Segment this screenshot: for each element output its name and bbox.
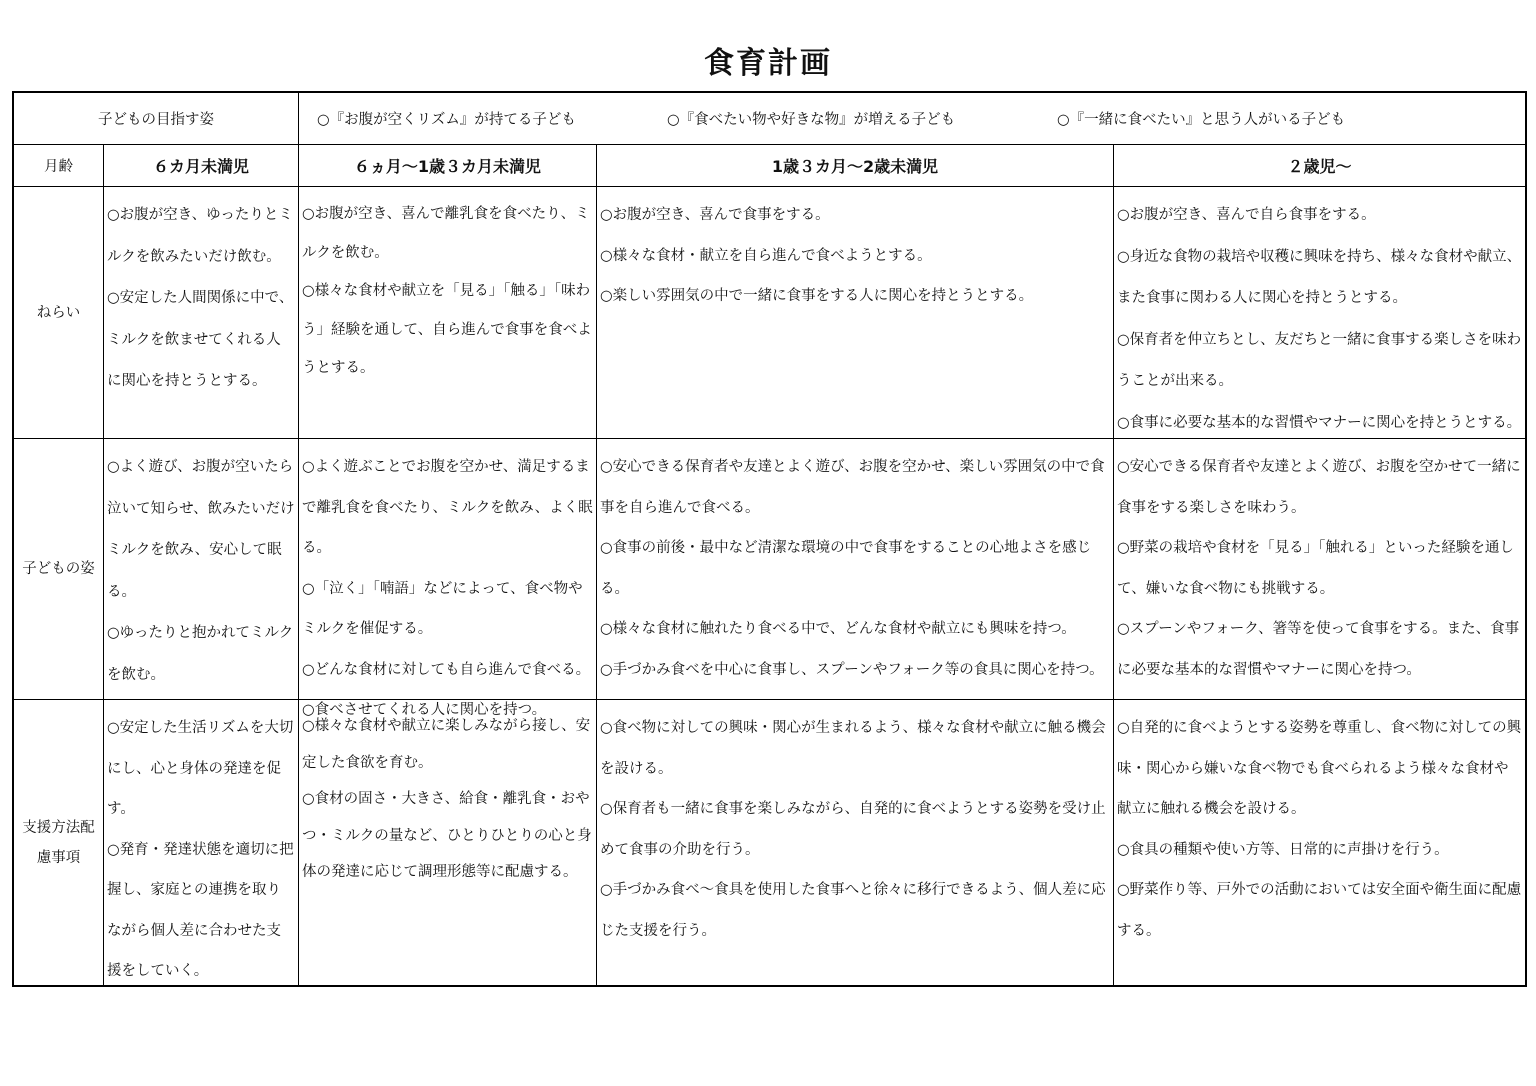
- aims-cell-under6m: [104, 187, 299, 439]
- age-header-2y-plus: ２歳児～: [1114, 145, 1525, 187]
- cell-item: ○安定した人間関係に中で、ミルクを飲ませてくれる人に関心を持とうとする。: [107, 290, 294, 389]
- cell-item: ○ゆったりと抱かれてミルクを飲む。: [107, 625, 294, 683]
- cell-item: ○発育・発達状態を適切に把握し、家庭との連携を取りながら個人差に合わせた支援をしていく。: [107, 841, 294, 979]
- age-header-under6m: ６カ月未満児: [104, 145, 299, 187]
- cell-item: ○様々な食材・献立を自ら進んで食べようとする。: [600, 247, 932, 264]
- age-header-15m-2y: 1歳３カ月～2歳未満児: [597, 145, 1114, 187]
- support-cell-15m-2y: [597, 700, 1114, 985]
- cell-item: ○食事の前後・最中など清潔な環境の中で食事をすることの心地よさを感じる。: [600, 540, 1092, 597]
- goal-item: ○『食べたい物や好きな物』が増える子ども: [667, 112, 956, 128]
- cell-item: ○よく遊び、お腹が空いたら泣いて知らせ、飲みたいだけミルクを飲み、安心して眠る。: [107, 459, 295, 600]
- cell-item: ○安定した生活リズムを大切にし、心と身体の発達を促す。: [107, 720, 294, 817]
- aims-cell-15m-2y: [597, 187, 1114, 439]
- cell-item: ○自発的に食べようとする姿勢を尊重し、食べ物に対しての興味・関心から嫌いな食べ物でも食べられるよう様々な食材や献立に触れる機会を設ける。: [1117, 720, 1522, 817]
- cell-item: ○楽しい雰囲気の中で一緒に食事をする人に関心を持とうとする。: [600, 288, 1034, 304]
- cell-item: ○お腹が空き、喜んで食事をする。: [600, 207, 830, 223]
- support-cell-6m-15m: [299, 700, 597, 985]
- row-label-support: 支援方法配慮事項: [14, 700, 104, 985]
- food-education-table: [12, 91, 1527, 987]
- cell-item: ○手づかみ食べを中心に食事し、スプーンやフォーク等の食具に関心を持つ。: [600, 661, 1104, 678]
- cell-item: ○野菜の栽培や食材を「見る」「触れる」といった経験を通して、嫌いな食べ物にも挑戦する。: [1117, 540, 1514, 597]
- aims-cell-6m-15m: [299, 187, 597, 439]
- cell-item: ○手づかみ食べ～食具を使用した食事へと徐々に移行できるよう、個人差に応じた支援を行う。: [600, 882, 1106, 939]
- goal-item: ○『お腹が空くリズム』が持てる子ども: [317, 112, 576, 128]
- row-label-child-state: 子どもの姿: [14, 439, 104, 700]
- cell-item: ○お腹が空き、ゆったりとミルクを飲みたいだけ飲む。: [107, 207, 293, 265]
- cell-item: ○食べさせてくれる人に関心を持つ。: [302, 702, 547, 718]
- cell-item: ○「泣く」「喃語」などによって、食べ物やミルクを催促する。: [302, 580, 583, 637]
- cell-item: ○様々な食材や献立に楽しみながら接し、安定した食欲を育む。: [302, 718, 591, 771]
- cell-item: ○野菜作り等、戸外での活動においては安全面や衛生面に配慮する。: [1117, 882, 1522, 939]
- cell-item: ○様々な食材や献立を「見る」「触る」「味わう」経験を通して、自ら進んで食事を食べようとする。: [302, 283, 592, 376]
- cell-item: ○お腹が空き、喜んで自ら食事をする。: [1117, 207, 1376, 223]
- cell-item: ○安心できる保育者や友達とよく遊び、お腹を空かせて一緒に食事をする楽しさを味わう。: [1117, 459, 1521, 516]
- aims-cell-2y-plus: [1114, 187, 1525, 439]
- age-header-6m-15m: ６ヵ月～1歳３カ月未満児: [299, 145, 597, 187]
- cell-item: ○食具の種類や使い方等、日常的に声掛けを行う。: [1117, 841, 1449, 858]
- state-cell-15m-2y: [597, 439, 1114, 700]
- cell-item: ○どんな食材に対しても自ら進んで食べる。: [302, 661, 591, 678]
- cell-item: ○お腹が空き、喜んで離乳食を食べたり、ミルクを飲む。: [302, 206, 590, 261]
- cell-item: ○スプーンやフォーク、箸等を使って食事をする。また、食事に必要な基本的な習慣やマナーに関心を持つ。: [1117, 621, 1520, 678]
- cell-item: ○食べ物に対しての興味・関心が生まれるよう、様々な食材や献立に触る機会を設ける。: [600, 720, 1106, 777]
- cell-item: ○食材の固さ・大きさ、給食・離乳食・おやつ・ミルクの量など、ひとりひとりの心と身体の発達に応じて調理形態等に配慮する。: [302, 791, 592, 880]
- page-title: 食育計画: [704, 46, 832, 81]
- cell-item: ○身近な食物の栽培や収穫に興味を持ち、様々な食材や献立、また食事に関わる人に関心を持とうとする。: [1117, 248, 1522, 306]
- cell-item: ○よく遊ぶことでお腹を空かせ、満足するまで離乳食を食べたり、ミルクを飲み、よく眠る。: [302, 459, 593, 556]
- goal-item: ○『一緒に食べたい』と思う人がいる子ども: [1057, 112, 1346, 128]
- cell-item: ○保育者も一緒に食事を楽しみながら、自発的に食べようとする姿勢を受け止めて食事の介助を行う。: [600, 801, 1106, 858]
- goals-items: [299, 93, 1525, 145]
- age-label: 月齢: [14, 145, 104, 187]
- cell-item: ○食事に必要な基本的な習慣やマナーに関心を持とうとする。: [1117, 414, 1522, 431]
- cell-item: ○保育者を仲立ちとし、友だちと一緒に食事する楽しさを味わうことが出来る。: [1117, 331, 1522, 389]
- cell-item: ○安心できる保育者や友達とよく遊び、お腹を空かせ、楽しい雰囲気の中で食事を自ら進んで食べる。: [600, 459, 1105, 516]
- state-cell-2y-plus: [1114, 439, 1525, 700]
- cell-item: ○様々な食材に触れたり食べる中で、どんな食材や献立にも興味を持つ。: [600, 621, 1076, 637]
- row-label-aims: ねらい: [14, 187, 104, 439]
- support-cell-under6m: [104, 700, 299, 985]
- state-cell-6m-15m: [299, 439, 597, 718]
- state-cell-under6m: [104, 439, 299, 700]
- support-cell-2y-plus: [1114, 700, 1525, 985]
- goals-label: 子どもの目指す姿: [14, 93, 299, 145]
